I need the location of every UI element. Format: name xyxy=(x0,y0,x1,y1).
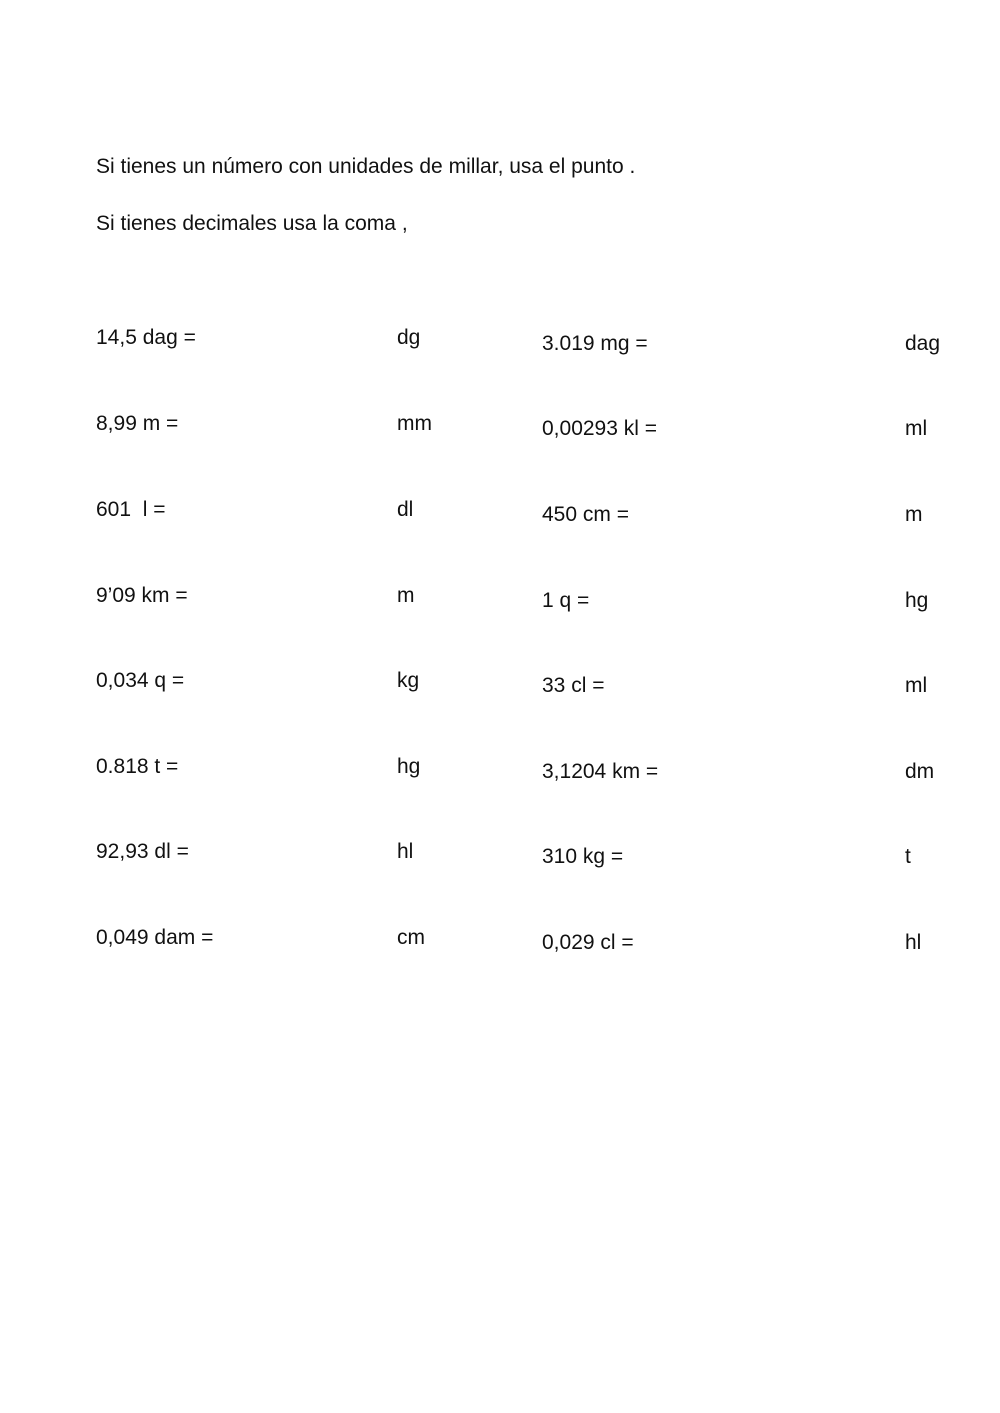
right-unit-1: dag xyxy=(905,332,941,355)
left-question-1: 14,5 dag = xyxy=(96,326,196,349)
left-unit-3: dl xyxy=(397,498,414,521)
right-question-3: 450 cm = xyxy=(542,503,629,526)
right-question-6: 3,1204 km = xyxy=(542,760,659,783)
right-unit-8: hl xyxy=(905,931,922,954)
left-question-2: 8,99 m = xyxy=(96,412,179,435)
left-unit-5: kg xyxy=(397,669,420,692)
left-question-5: 0,034 q = xyxy=(96,669,185,692)
left-question-4: 9’09 km = xyxy=(96,584,188,607)
right-question-1: 3.019 mg = xyxy=(542,332,648,355)
left-question-3: 601 l = xyxy=(96,498,166,521)
left-unit-8: cm xyxy=(397,926,425,949)
left-question-7: 92,93 dl = xyxy=(96,840,189,863)
left-unit-6: hg xyxy=(397,755,421,778)
right-unit-7: t xyxy=(905,845,911,868)
left-unit-7: hl xyxy=(397,840,414,863)
right-unit-5: ml xyxy=(905,674,928,697)
right-question-5: 33 cl = xyxy=(542,674,605,697)
instruction-thousands: Si tienes un número con unidades de millar, usa el punto . xyxy=(96,155,636,178)
left-unit-1: dg xyxy=(397,326,421,349)
right-question-2: 0,00293 kl = xyxy=(542,417,658,440)
right-unit-6: dm xyxy=(905,760,935,783)
left-question-8: 0,049 dam = xyxy=(96,926,214,949)
right-unit-2: ml xyxy=(905,417,928,440)
right-unit-3: m xyxy=(905,503,923,526)
right-question-4: 1 q = xyxy=(542,589,590,612)
left-question-6: 0.818 t = xyxy=(96,755,179,778)
left-unit-2: mm xyxy=(397,412,432,435)
right-question-8: 0,029 cl = xyxy=(542,931,634,954)
right-unit-4: hg xyxy=(905,589,929,612)
instruction-decimals: Si tienes decimales usa la coma , xyxy=(96,212,408,235)
left-unit-4: m xyxy=(397,584,415,607)
right-question-7: 310 kg = xyxy=(542,845,624,868)
